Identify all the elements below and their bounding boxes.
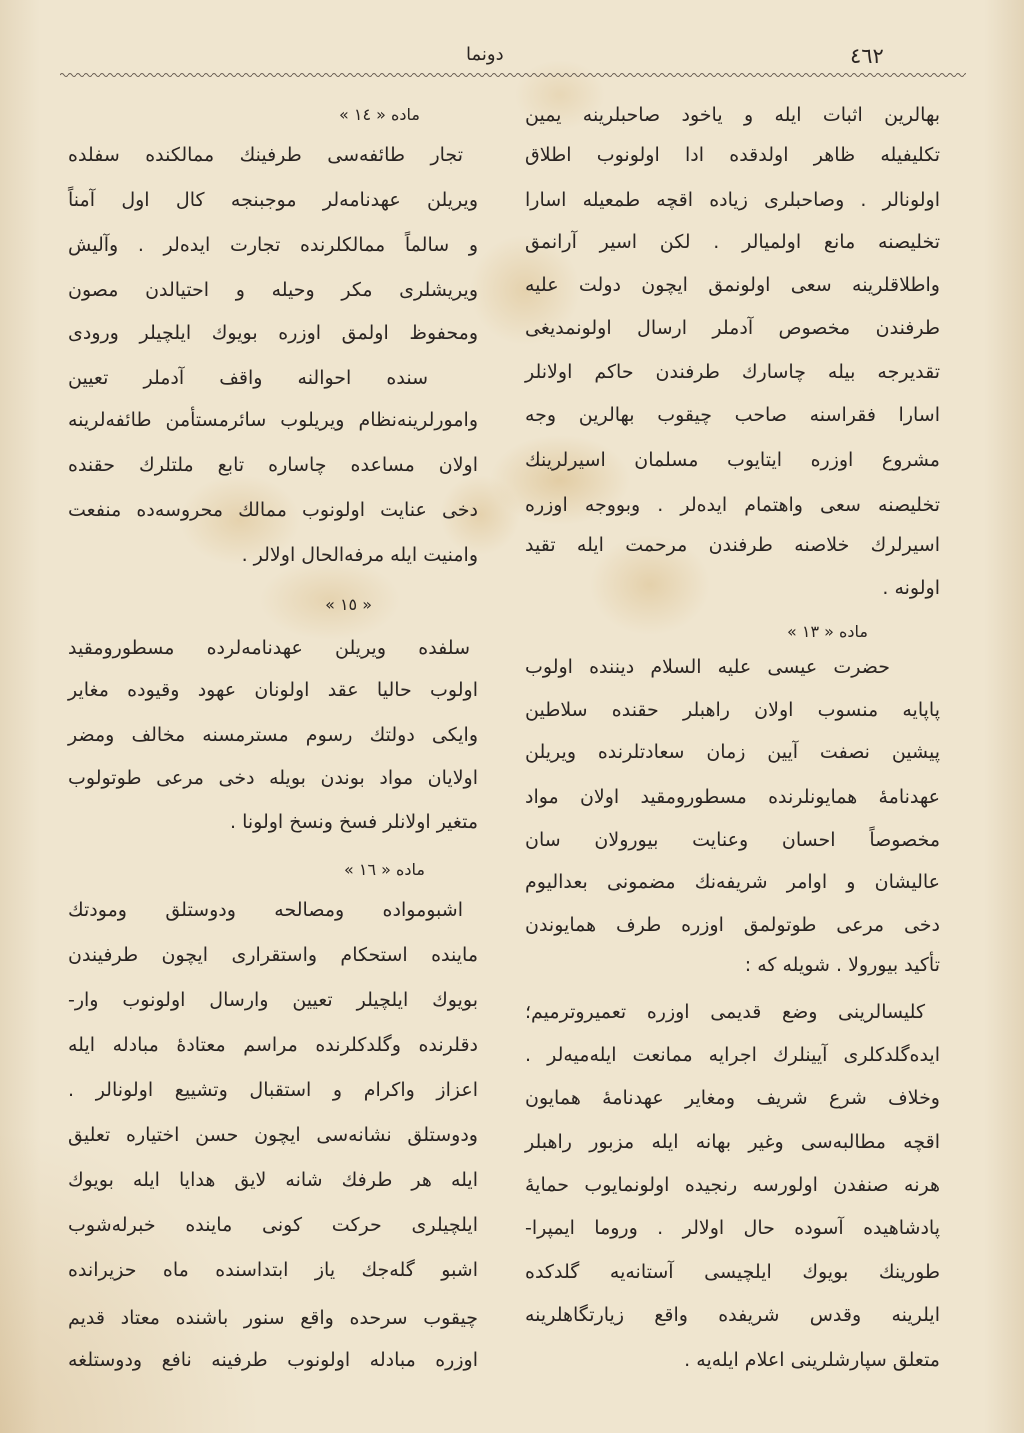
text-line: پیشین نصفت آیین زمان سعادتلرنده ویریلن	[525, 741, 940, 763]
text-line: ودوستلق نشانه‌سی ایچون حسن اختیاره تعلیق	[68, 1124, 478, 1146]
text-line: طرفندن مخصوص آدملر ارسال اولونمدیغی	[525, 317, 940, 339]
text-line: بویوك ایلچیلر تعیین وارسال اولونوب وار-	[68, 989, 478, 1011]
text-line: ومحفوظ اولمق اوزره بویوك ایلچیلر ورودی	[68, 322, 478, 344]
text-line: هرنه صنفدن اولورسه رنجیده اولونمایوب حمایهٔ	[525, 1174, 940, 1196]
text-line: اسیرلرك خلاصنه طرفندن مرحمت ایله تقید	[525, 534, 940, 556]
text-line: طورینك بویوك ایلچیسی آستانه‌یه گلدکده	[525, 1261, 940, 1283]
text-line: ایده‌گلدکلری آیینلرك اجرایه ممانعت ایله‌میه‌لر .	[525, 1044, 940, 1066]
text-line: دقلرنده وگلدکلرنده مراسم معتادهٔ مبادله ایله	[68, 1034, 478, 1056]
text-line: اولونه .	[882, 577, 940, 599]
text-line: متغیر اولانلر فسخ ونسخ اولونا .	[230, 811, 478, 833]
right-column	[525, 0, 940, 1433]
text-line: اعزاز واکرام و استقبال وتشییع اولونالر .	[68, 1079, 478, 1101]
article-heading-14: ماده « ١٤ »	[339, 105, 420, 124]
text-line: مشروع اوزره ایتایوب مسلمان اسیرلرینك	[525, 449, 940, 471]
text-line: متعلق سپارشلرینی اعلام ایله‌یه .	[684, 1349, 940, 1371]
text-line: تخلیصنه سعی واهتمام ایده‌لر . وبووجه اوزره	[525, 494, 940, 516]
text-line: اقچه مطالبه‌سی وغیر بهانه ایله مزبور راهبلر	[525, 1131, 940, 1153]
text-line: دخی عنایت اولونوب ممالك محروسه‌ده منفعت	[68, 499, 478, 521]
text-line: پادشاهیده آسوده حال اولالر . وروما ایمپرا-	[525, 1217, 940, 1239]
text-line: ویریلن عهدنامه‌لر موجبنجه کال اول آمناً	[68, 189, 478, 211]
text-line: بهالرین اثبات ایله و یاخود صاحبلرینه یمین	[525, 104, 940, 126]
text-line: تکلیفیله ظاهر اولدقده ادا اولونوب اطلاق	[525, 144, 940, 166]
text-line: حضرت عیسی علیه السلام دیننده اولوب	[525, 656, 890, 678]
text-line: عالیشان و اوامر شریفه‌نك مضمونی بعدالیوم	[525, 871, 940, 893]
text-line: ماینده استحکام واستقراری ایچون طرفیندن	[68, 944, 478, 966]
text-line: اسارا فقراسنه صاحب چیقوب بهالرین وجه	[525, 404, 940, 426]
text-line: اشبومواده ومصالحه ودوستلق ومودتك	[68, 899, 463, 921]
page-number: ٤٦٢	[850, 44, 884, 68]
text-line: ایلچیلری حرکت کونی ماینده خبرله‌شوب	[68, 1214, 478, 1236]
text-line: اولونالر . وصاحبلری زیاده اقچه طمعیله اسارا	[525, 189, 940, 211]
text-line: کلیسالرینی وضع قدیمی اوزره تعمیروترمیم؛	[525, 1001, 925, 1023]
text-line: ایلرینه وقدس شریفده واقع زیارتگاهلرینه	[525, 1304, 940, 1326]
text-line: ویریشلری مکر وحیله و احتیالدن مصون	[68, 279, 478, 301]
text-line: اولوب حالیا عقد اولونان عهود وقیوده مغایر	[68, 679, 478, 701]
text-line: اولان مساعده چاساره تابع ملتلرك حقنده	[68, 454, 478, 476]
text-line: تجار طائفه‌سی طرفینك ممالکنده سفلده	[68, 144, 463, 166]
text-line: عهدنامهٔ همایونلرنده مسطورومقید اولان مواد	[525, 786, 940, 808]
text-line: اولایان مواد بوندن بویله دخی مرعی طوتولوب	[68, 767, 478, 789]
text-line: تقدیرجه بیله چاسارك طرفندن حاکم اولانلر	[525, 361, 940, 383]
running-title: دونما	[466, 44, 504, 65]
text-line: دخی مرعی طوتولمق اوزره طرف همایوندن	[525, 914, 940, 936]
text-line: چیقوب سرحده واقع سنور باشنده معتاد قدیم	[68, 1307, 478, 1329]
left-column	[68, 0, 478, 1433]
text-line: تخلیصنه مانع اولمیالر . لکن اسیر آرانمق	[525, 231, 940, 253]
text-line: تأکید بیورولا . شویله که :	[744, 954, 940, 976]
text-line: و سالماً ممالکلرنده تجارت ایده‌لر . وآلیش	[68, 234, 478, 256]
text-line: وامورلرینه‌نظام ویریلوب سائرمستأمن طائفه‌لرینه	[68, 409, 478, 431]
text-line: پاپایه منسوب اولان راهبلر حقنده سلاطین	[525, 699, 940, 721]
text-line: ایله هر طرفك شانه لایق هدایا ایله بویوك	[68, 1169, 478, 1191]
article-heading-15: « ١٥ »	[325, 595, 372, 614]
text-line: اوزره مبادله اولونوب طرفینه نافع ودوستلغه	[68, 1349, 478, 1371]
text-line: مخصوصاً احسان وعنایت بیورولان سان	[525, 829, 940, 851]
article-heading-16: ماده « ١٦ »	[344, 860, 425, 879]
text-line: اشبو گله‌جك یاز ابتداسنده ماه حزیرانده	[68, 1259, 478, 1281]
text-line: وامنیت ایله مرفه‌الحال اولالر .	[241, 544, 478, 566]
text-line: سنده احوالنه واقف آدملر تعیین	[68, 367, 428, 389]
text-line: وایکی دولتك رسوم مسترمسنه مخالف ومضر	[68, 724, 478, 746]
text-line: وخلاف شرع شریف ومغایر عهدنامهٔ همایون	[525, 1087, 940, 1109]
text-line: سلفده ویریلن عهدنامه‌لرده مسطورومقید	[68, 637, 470, 659]
article-heading-13: ماده « ١٣ »	[787, 622, 868, 641]
text-line: واطلاقلرینه سعی اولونمق ایچون دولت علیه	[525, 274, 940, 296]
